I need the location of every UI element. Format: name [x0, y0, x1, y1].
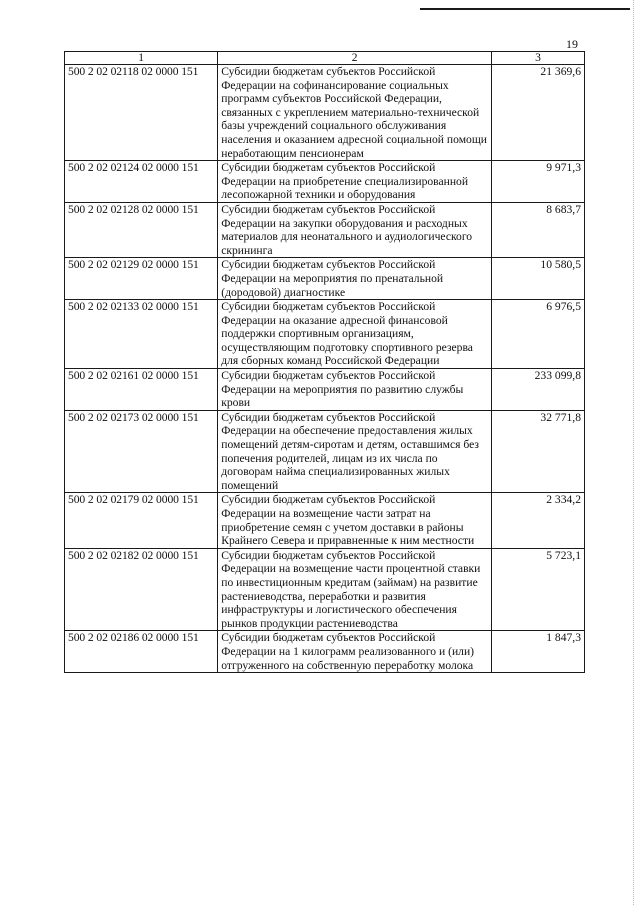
- table-row: [65, 161, 585, 203]
- budget-code: 500 2 02 02118 02 0000 151: [65, 65, 218, 161]
- budget-item-name: Субсидии бюджетам субъектов Российской Федерации на приобретение специализированной лесопожарной техники и оборудования: [218, 161, 492, 203]
- budget-amount: 10 580,5: [492, 258, 585, 300]
- table-row: [65, 202, 585, 257]
- budget-amount: 2 334,2: [492, 493, 585, 548]
- budget-item-name: Субсидии бюджетам субъектов Российской Федерации на возмещение части процентной ставки по инвестиционным кредитам (займам) на развитие растениеводства, переработки и развития инфраструктуры и логистического обеспечения рынков продукции растениеводства: [218, 548, 492, 631]
- budget-code: 500 2 02 02128 02 0000 151: [65, 202, 218, 257]
- column-header-code: 1: [65, 52, 218, 65]
- table-row: [65, 631, 585, 673]
- budget-amount: 233 099,8: [492, 369, 585, 411]
- budget-item-name: Субсидии бюджетам субъектов Российской Федерации на 1 килограмм реализованного и (или) отгруженного на собственную переработку молока: [218, 631, 492, 673]
- table-row: [65, 300, 585, 369]
- table-row: [65, 258, 585, 300]
- budget-item-name: Субсидии бюджетам субъектов Российской Федерации на мероприятия по развитию службы крови: [218, 369, 492, 411]
- scan-edge: [632, 0, 634, 905]
- table-row: [65, 548, 585, 631]
- budget-code: 500 2 02 02129 02 0000 151: [65, 258, 218, 300]
- budget-code: 500 2 02 02173 02 0000 151: [65, 410, 218, 493]
- page-number: 19: [566, 37, 578, 51]
- budget-code: 500 2 02 02182 02 0000 151: [65, 548, 218, 631]
- table-row: [65, 493, 585, 548]
- budget-code: 500 2 02 02133 02 0000 151: [65, 300, 218, 369]
- table-row: [65, 65, 585, 161]
- budget-table: [64, 51, 585, 673]
- table-row: [65, 410, 585, 493]
- budget-code: 500 2 02 02124 02 0000 151: [65, 161, 218, 203]
- column-header-amount: 3: [492, 52, 585, 65]
- budget-amount: 6 976,5: [492, 300, 585, 369]
- budget-item-name: Субсидии бюджетам субъектов Российской Федерации на софинансирование социальных программ субъектов Российской Федерации, связанных с укреплением материально-технической базы учреждений социального обслуживания населения и оказанием адресной социальной помощи неработающим пенсионерам: [218, 65, 492, 161]
- column-header-name: 2: [218, 52, 492, 65]
- budget-item-name: Субсидии бюджетам субъектов Российской Федерации на возмещение части затрат на приобретение семян с учетом доставки в районы Крайнего Севера и приравненные к ним местности: [218, 493, 492, 548]
- budget-code: 500 2 02 02186 02 0000 151: [65, 631, 218, 673]
- budget-amount: 9 971,3: [492, 161, 585, 203]
- budget-amount: 5 723,1: [492, 548, 585, 631]
- budget-amount: 8 683,7: [492, 202, 585, 257]
- budget-item-name: Субсидии бюджетам субъектов Российской Федерации на оказание адресной финансовой поддержки спортивным организациям, осуществляющим подготовку спортивного резерва для сборных команд Российской Федерации: [218, 300, 492, 369]
- table-header-row: [65, 52, 585, 65]
- budget-amount: 21 369,6: [492, 65, 585, 161]
- table-row: [65, 369, 585, 411]
- budget-amount: 1 847,3: [492, 631, 585, 673]
- scan-border-line: [420, 8, 630, 10]
- budget-item-name: Субсидии бюджетам субъектов Российской Федерации на обеспечение предоставления жилых помещений детям-сиротам и детям, оставшимся без попечения родителей, лицам из их числа по договорам найма специализированных жилых помещений: [218, 410, 492, 493]
- budget-code: 500 2 02 02179 02 0000 151: [65, 493, 218, 548]
- budget-item-name: Субсидии бюджетам субъектов Российской Федерации на закупки оборудования и расходных материалов для неонатального и аудиологического скрининга: [218, 202, 492, 257]
- budget-code: 500 2 02 02161 02 0000 151: [65, 369, 218, 411]
- budget-item-name: Субсидии бюджетам субъектов Российской Федерации на мероприятия по пренатальной (дородовой) диагностике: [218, 258, 492, 300]
- budget-amount: 32 771,8: [492, 410, 585, 493]
